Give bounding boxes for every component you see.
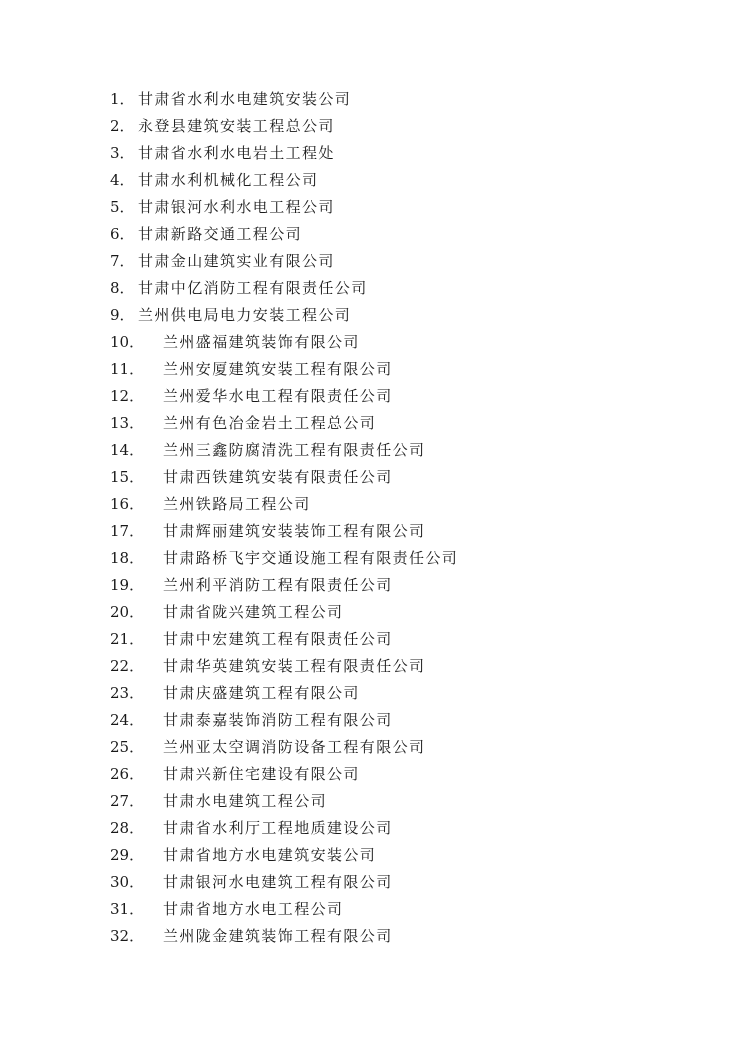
company-name: 甘肃中亿消防工程有限责任公司 [138, 279, 368, 297]
list-item [110, 815, 458, 842]
item-number: 29． [110, 846, 145, 864]
list-item [110, 707, 458, 734]
item-number: 21． [110, 630, 145, 648]
list-item [110, 869, 458, 896]
item-number: 17． [110, 522, 145, 540]
item-number: 2． [110, 117, 135, 135]
list-item [110, 545, 458, 572]
company-name: 兰州有色冶金岩土工程总公司 [163, 414, 377, 432]
company-name: 甘肃辉丽建筑安装装饰工程有限公司 [163, 522, 426, 540]
list-item [110, 734, 458, 761]
company-name: 兰州陇金建筑装饰工程有限公司 [163, 927, 393, 945]
item-number: 18． [110, 549, 145, 567]
company-name: 甘肃省陇兴建筑工程公司 [163, 603, 344, 621]
item-number: 24． [110, 711, 145, 729]
item-number: 5． [110, 198, 135, 216]
company-name: 甘肃省地方水电建筑安装公司 [163, 846, 377, 864]
item-number: 31． [110, 900, 145, 918]
company-name: 甘肃庆盛建筑工程有限公司 [163, 684, 360, 702]
company-name: 甘肃省地方水电工程公司 [163, 900, 344, 918]
company-name: 兰州盛福建筑装饰有限公司 [163, 333, 360, 351]
list-item [110, 113, 458, 140]
list-item [110, 329, 458, 356]
company-name: 兰州安厦建筑安装工程有限公司 [163, 360, 393, 378]
item-number: 19． [110, 576, 145, 594]
company-name: 甘肃水利机械化工程公司 [138, 171, 319, 189]
company-list [110, 86, 458, 950]
item-number: 6． [110, 225, 135, 243]
list-item [110, 410, 458, 437]
list-item [110, 194, 458, 221]
item-number: 26． [110, 765, 145, 783]
item-number: 7． [110, 252, 135, 270]
item-number: 11． [110, 360, 145, 378]
company-name: 甘肃华英建筑安装工程有限责任公司 [163, 657, 426, 675]
list-item [110, 653, 458, 680]
list-item [110, 788, 458, 815]
company-name: 甘肃省水利水电岩土工程处 [138, 144, 335, 162]
item-number: 22． [110, 657, 145, 675]
company-name: 甘肃银河水电建筑工程有限公司 [163, 873, 393, 891]
company-name: 甘肃省水利厅工程地质建设公司 [163, 819, 393, 837]
company-name: 甘肃银河水利水电工程公司 [138, 198, 335, 216]
list-item [110, 86, 458, 113]
company-name: 甘肃泰嘉装饰消防工程有限公司 [163, 711, 393, 729]
company-name: 甘肃路桥飞宇交通设施工程有限责任公司 [163, 549, 459, 567]
item-number: 20． [110, 603, 145, 621]
company-name: 甘肃水电建筑工程公司 [163, 792, 328, 810]
item-number: 12． [110, 387, 145, 405]
list-item [110, 356, 458, 383]
list-item [110, 248, 458, 275]
list-item [110, 302, 458, 329]
list-item [110, 572, 458, 599]
list-item [110, 383, 458, 410]
company-name: 甘肃兴新住宅建设有限公司 [163, 765, 360, 783]
list-item [110, 923, 458, 950]
item-number: 13． [110, 414, 145, 432]
item-number: 15． [110, 468, 145, 486]
list-item [110, 626, 458, 653]
company-name: 甘肃中宏建筑工程有限责任公司 [163, 630, 393, 648]
company-name: 甘肃金山建筑实业有限公司 [138, 252, 335, 270]
list-item [110, 464, 458, 491]
company-name: 甘肃省水利水电建筑安装公司 [138, 90, 352, 108]
list-item [110, 896, 458, 923]
list-item [110, 275, 458, 302]
company-name: 兰州利平消防工程有限责任公司 [163, 576, 393, 594]
item-number: 10． [110, 333, 145, 351]
company-name: 兰州供电局电力安装工程公司 [138, 306, 352, 324]
list-item [110, 599, 458, 626]
item-number: 28． [110, 819, 145, 837]
item-number: 16． [110, 495, 145, 513]
company-name: 永登县建筑安装工程总公司 [138, 117, 335, 135]
item-number: 23． [110, 684, 145, 702]
item-number: 25． [110, 738, 145, 756]
list-item [110, 221, 458, 248]
list-item [110, 140, 458, 167]
company-name: 甘肃西铁建筑安装有限责任公司 [163, 468, 393, 486]
item-number: 1． [110, 90, 135, 108]
item-number: 14． [110, 441, 145, 459]
item-number: 3． [110, 144, 135, 162]
company-name: 兰州爱华水电工程有限责任公司 [163, 387, 393, 405]
item-number: 8． [110, 279, 135, 297]
list-item [110, 491, 458, 518]
company-name: 甘肃新路交通工程公司 [138, 225, 303, 243]
list-item [110, 680, 458, 707]
list-item [110, 167, 458, 194]
company-name: 兰州铁路局工程公司 [163, 495, 311, 513]
company-name: 兰州三鑫防腐清洗工程有限责任公司 [163, 441, 426, 459]
item-number: 4． [110, 171, 135, 189]
item-number: 30． [110, 873, 145, 891]
list-item [110, 761, 458, 788]
item-number: 9． [110, 306, 135, 324]
item-number: 32． [110, 927, 145, 945]
company-name: 兰州亚太空调消防设备工程有限公司 [163, 738, 426, 756]
list-item [110, 518, 458, 545]
item-number: 27． [110, 792, 145, 810]
list-item [110, 437, 458, 464]
list-item [110, 842, 458, 869]
